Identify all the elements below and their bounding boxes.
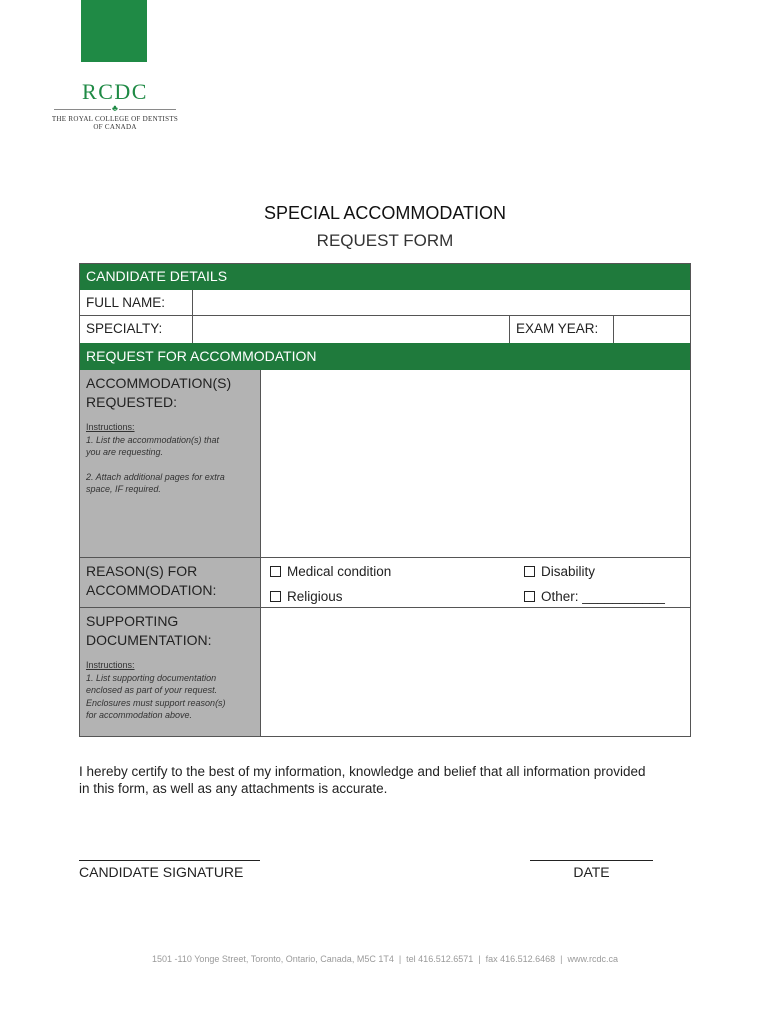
reasons-label-cell	[80, 558, 261, 608]
accommodations-instruction-1b: you are requesting.	[86, 447, 164, 457]
reasons-label-line2: ACCOMMODATION:	[86, 582, 217, 598]
checkbox-label: Medical condition	[287, 564, 392, 579]
footer-separator: |	[560, 954, 563, 964]
accommodations-label-cell	[80, 370, 261, 558]
full-name-label: FULL NAME:	[80, 290, 193, 316]
logo-mark: RCDC	[82, 79, 148, 104]
accommodations-label-line1: ACCOMMODATION(S)	[86, 375, 232, 391]
certification-line2: in this form, as well as any attachments is accurate.	[79, 781, 388, 796]
logo-divider	[54, 105, 176, 113]
rcdc-logo	[40, 80, 190, 131]
footer	[0, 954, 770, 964]
supporting-label-line1: SUPPORTING	[86, 613, 179, 629]
supporting-instruction-line4: for accommodation above.	[86, 710, 193, 720]
supporting-instruction-line3: Enclosures must support reason(s)	[86, 697, 226, 708]
form-title: SPECIAL ACCOMMODATION	[263, 203, 507, 223]
signature-line[interactable]	[79, 860, 260, 861]
footer-separator: |	[398, 954, 402, 964]
checkbox-disability[interactable]	[524, 564, 595, 580]
footer-separator: |	[478, 954, 481, 964]
certification-line1: I hereby certify to the best of my information, knowledge and belief that all information provided	[79, 764, 646, 779]
logo-subtitle-line2: OF CANADA	[93, 123, 137, 131]
footer-website[interactable]: www.rcdc.ca	[567, 954, 618, 964]
accommodations-label-line2: REQUESTED:	[86, 394, 178, 410]
accommodation-form	[79, 263, 691, 737]
accommodations-field[interactable]	[261, 370, 690, 558]
reasons-label-line1: REASON(S) FOR	[86, 563, 198, 579]
checkbox-religious[interactable]	[270, 589, 343, 605]
checkbox-square-icon[interactable]	[270, 566, 281, 577]
checkbox-square-icon[interactable]	[524, 566, 535, 577]
supporting-instructions-heading: Instructions:	[86, 660, 135, 670]
request-header: REQUEST FOR ACCOMMODATION	[80, 343, 690, 370]
supporting-instruction-line2: enclosed as part of your request.	[86, 685, 218, 695]
footer-tel: tel 416.512.6571	[406, 954, 474, 964]
checkbox-label: Disability	[541, 564, 596, 579]
checkbox-square-icon[interactable]	[270, 591, 281, 602]
specialty-field[interactable]	[193, 316, 510, 343]
supporting-label-cell	[80, 608, 261, 736]
checkbox-square-icon[interactable]	[524, 591, 535, 602]
supporting-instruction-line1: 1. List supporting documentation	[86, 672, 217, 683]
exam-year-field[interactable]	[614, 316, 690, 343]
maple-leaf-icon: ♣	[112, 103, 118, 113]
date-label: DATE	[573, 864, 610, 880]
full-name-field[interactable]	[193, 290, 690, 316]
accommodations-instruction-2b: space, IF required.	[86, 484, 161, 494]
checkbox-label: Religious	[287, 589, 343, 604]
accommodations-instruction-2a: 2. Attach additional pages for extra	[86, 471, 225, 482]
checkbox-label: Other: ___________	[541, 589, 665, 604]
footer-fax: fax 416.512.6468	[485, 954, 556, 964]
checkbox-medical-condition[interactable]	[270, 564, 391, 580]
supporting-documentation-field[interactable]	[261, 608, 690, 736]
exam-year-label: EXAM YEAR:	[510, 316, 614, 343]
date-line[interactable]	[530, 860, 653, 861]
signature-label: CANDIDATE SIGNATURE	[79, 864, 244, 880]
candidate-details-header: CANDIDATE DETAILS	[80, 264, 690, 290]
form-subtitle: REQUEST FORM	[316, 231, 454, 250]
supporting-label-line2: DOCUMENTATION:	[86, 632, 212, 648]
footer-address: 1501 -110 Yonge Street, Toronto, Ontario, Canada, M5C 1T4	[152, 954, 394, 964]
certification-statement	[79, 763, 699, 797]
reasons-options	[261, 558, 690, 608]
logo-subtitle-line1: THE ROYAL COLLEGE OF DENTISTS	[51, 115, 179, 123]
brand-color-block	[81, 0, 147, 62]
accommodations-instructions-heading: Instructions:	[86, 422, 135, 432]
accommodations-instruction-1a: 1. List the accommodation(s) that	[86, 434, 220, 445]
specialty-label: SPECIALTY:	[80, 316, 193, 343]
checkbox-other[interactable]	[524, 589, 665, 605]
